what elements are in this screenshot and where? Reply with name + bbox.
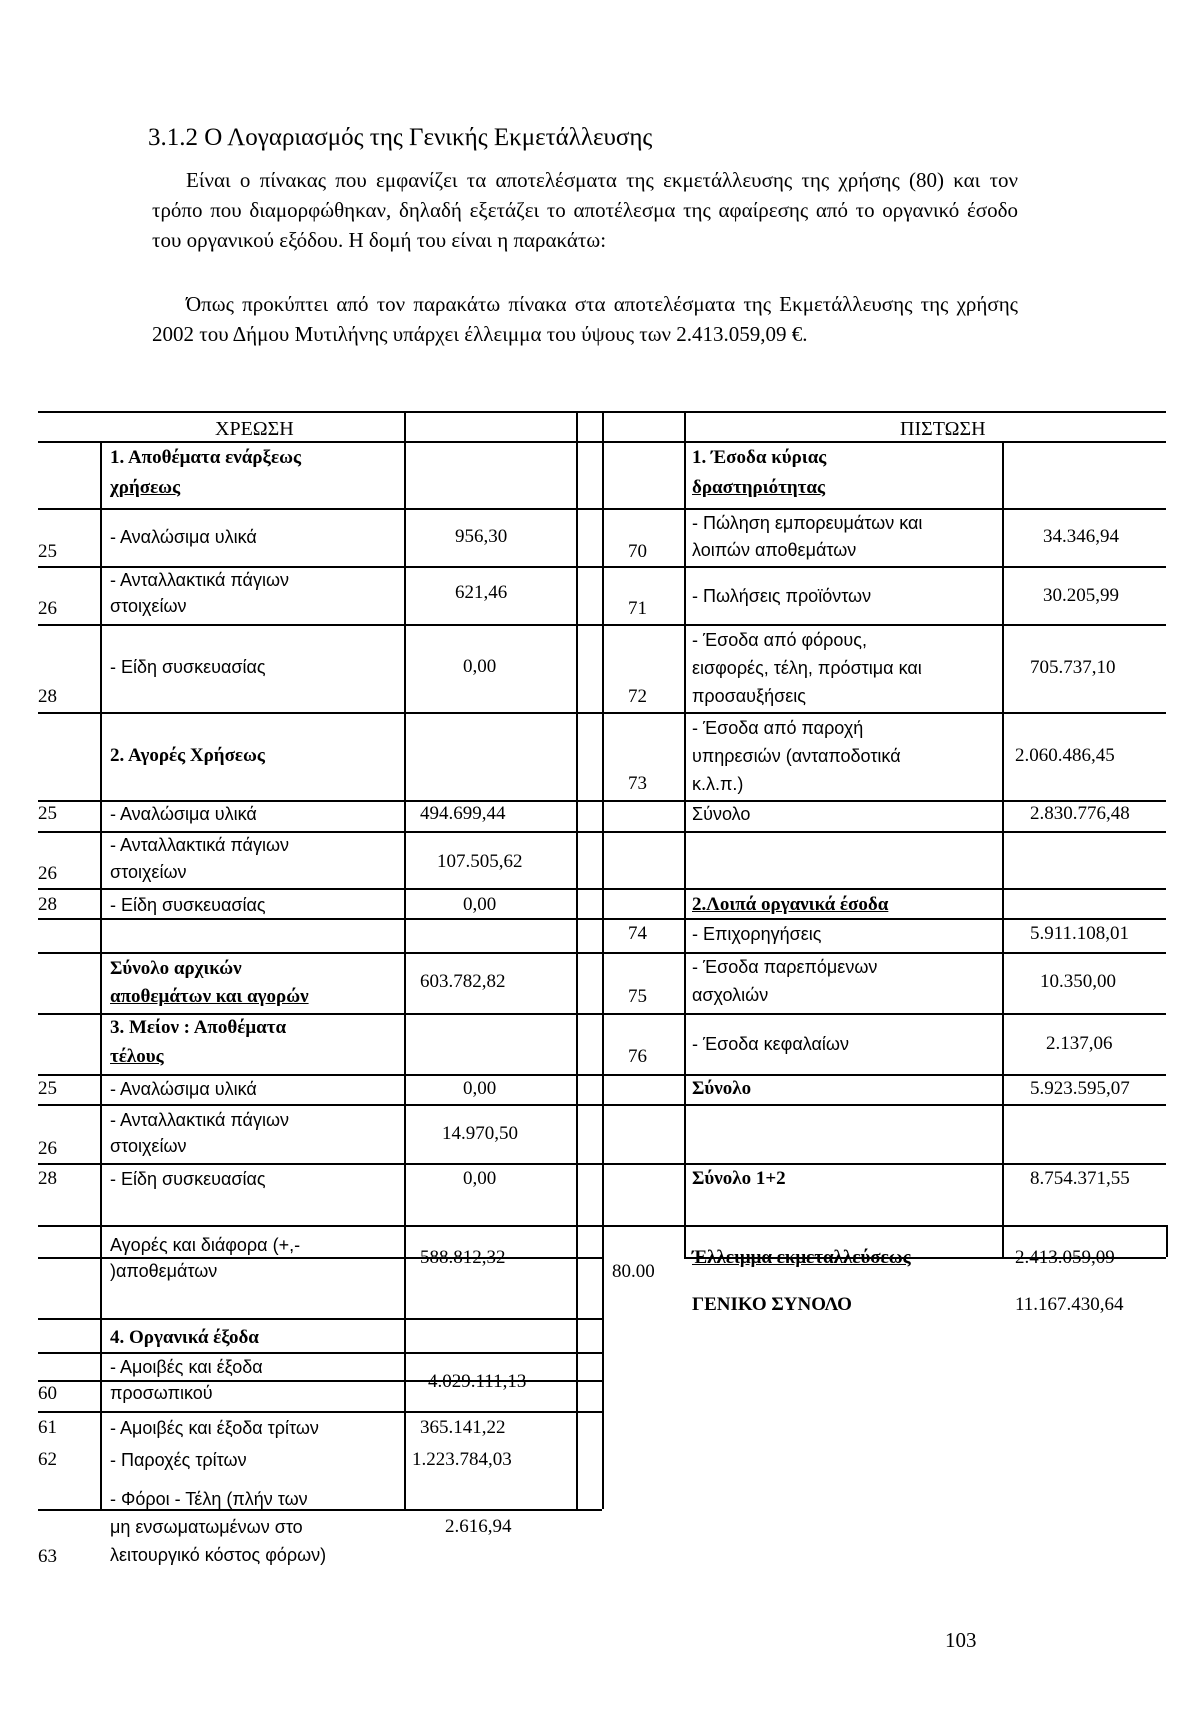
grand-total-label: ΓΕΝΙΚΟ ΣΥΝΟΛΟ: [692, 1294, 852, 1315]
debit-subtotal-label: αποθεμάτων και αγορών: [110, 986, 309, 1007]
account-code: 25: [38, 803, 57, 824]
account-label: στοιχείων: [110, 596, 187, 616]
account-label: εισφορές, τέλη, πρόστιμα και: [692, 658, 922, 678]
account-label: - Αναλώσιμα υλικά: [110, 527, 257, 547]
credit-total-label: Σύνολο 1+2: [692, 1168, 786, 1189]
account-value: 34.346,94: [1043, 526, 1119, 547]
account-value: 705.737,10: [1030, 657, 1116, 678]
table-rule: [38, 1352, 602, 1354]
account-code: 71: [628, 598, 647, 619]
account-code: 26: [38, 863, 57, 884]
account-value: 30.205,99: [1043, 585, 1119, 606]
intro-paragraph: Είναι ο πίνακας που εμφανίζει τα αποτελέσματα της εκμετάλλευσης της χρήσης (80) και τον τρόπο που διαμορφώθηκαν, δηλαδή εξετάζει το αποτέλεσμα της αφαίρεσης από το οργανικό έσοδο του οργανικού εξόδου. Η δομή του είναι η παρακάτω:: [152, 168, 1018, 252]
table-column-line: [1166, 1225, 1168, 1257]
account-label: - Αμοιβές και έξοδα: [110, 1357, 263, 1377]
account-value: 365.141,22: [420, 1417, 506, 1438]
purchases-value: 588.812,32: [420, 1247, 506, 1268]
account-label: - Φόροι - Τέλη (πλήν των: [110, 1489, 308, 1509]
account-label: λοιπών αποθεμάτων: [692, 540, 857, 560]
deficit-label: Έλλειμμα εκμεταλλεύσεως: [692, 1247, 911, 1268]
account-code: 61: [38, 1417, 57, 1438]
account-code: 28: [38, 686, 57, 707]
account-code: 25: [38, 1078, 57, 1099]
table-rule: [38, 1318, 602, 1320]
account-label: - Ανταλλακτικά πάγιων: [110, 570, 289, 590]
account-label: - Πώληση εμπορευμάτων και: [692, 513, 923, 533]
table-column-line: [1002, 441, 1004, 1257]
account-label: - Πωλήσεις προϊόντων: [692, 586, 872, 606]
credit-total-label: Σύνολο: [692, 804, 751, 824]
account-value: 5.911.108,01: [1030, 923, 1130, 944]
credit-header: ΠΙΣΤΩΣΗ: [900, 418, 986, 440]
account-code: 70: [628, 541, 647, 562]
debit-group-title: χρήσεως: [110, 477, 181, 498]
account-label: - Είδη συσκευασίας: [110, 1169, 266, 1189]
debit-subtotal-value: 603.782,82: [420, 971, 506, 992]
account-value: 956,30: [455, 526, 508, 547]
account-value: 0,00: [463, 1078, 497, 1099]
grand-total-value: 11.167.430,64: [1015, 1294, 1124, 1315]
account-code: 25: [38, 541, 57, 562]
account-label: κ.λ.π.): [692, 774, 744, 794]
page-number: 103: [945, 1628, 977, 1652]
account-label: - Έσοδα κεφαλαίων: [692, 1034, 849, 1054]
section-heading: 3.1.2 Ο Λογαριασμός της Γενικής Εκμετάλλευσης: [148, 124, 653, 151]
account-label: - Έσοδα από παροχή: [692, 718, 864, 738]
table-column-line: [404, 411, 406, 1509]
account-label: - Έσοδα παρεπόμενων: [692, 957, 878, 977]
account-label: - Αμοιβές και έξοδα τρίτων: [110, 1418, 319, 1438]
table-column-line: [684, 411, 686, 1257]
credit-total-value: 5.923.595,07: [1030, 1078, 1130, 1099]
account-code: 63: [38, 1546, 57, 1567]
account-value: 621,46: [455, 582, 508, 603]
account-label: - Αναλώσιμα υλικά: [110, 804, 257, 824]
account-code: 74: [628, 923, 647, 944]
credit-total-value: 8.754.371,55: [1030, 1168, 1130, 1189]
account-code: 26: [38, 598, 57, 619]
deficit-paragraph: Όπως προκύπτει από τον παρακάτω πίνακα στα αποτελέσματα της Εκμετάλλευσης της χρήσης 2002 του Δήμου Μυτιλήνης υπάρχει έλλειμμα του ύψους των 2.413.059,09 €.: [152, 292, 1018, 346]
account-value: 0,00: [463, 1168, 497, 1189]
account-label: - Επιχορηγήσεις: [692, 924, 822, 944]
account-label: - Έσοδα από φόρους,: [692, 630, 867, 650]
deficit-value: 2.413.059,09: [1015, 1247, 1115, 1268]
account-code: 26: [38, 1138, 57, 1159]
debit-subtotal-label: Σύνολο αρχικών: [110, 958, 242, 979]
purchases-label: Αγορές και διάφορα (+,-: [110, 1235, 301, 1255]
account-value: 4.029.111,13: [428, 1371, 527, 1392]
account-label: στοιχείων: [110, 862, 187, 882]
account-code: 28: [38, 1168, 57, 1189]
credit-total-value: 2.830.776,48: [1030, 803, 1130, 824]
credit-total-label: Σύνολο: [692, 1078, 752, 1099]
table-column-line: [100, 441, 102, 1509]
account-label: - Ανταλλακτικά πάγιων: [110, 1110, 289, 1130]
credit-group-title: 1. Έσοδα κύριας: [692, 447, 827, 468]
account-value: 1.223.784,03: [412, 1449, 512, 1470]
account-label: - Ανταλλακτικά πάγιων: [110, 835, 289, 855]
account-value: 10.350,00: [1040, 971, 1116, 992]
debit-group-title: 2. Αγορές Χρήσεως: [110, 745, 265, 766]
table-column-line: [576, 411, 578, 1509]
credit-group-title: δραστηριότητας: [692, 477, 825, 498]
account-value: 2.060.486,45: [1015, 745, 1115, 766]
account-label: προσαυξήσεις: [692, 686, 806, 706]
debit-header: ΧΡΕΩΣΗ: [215, 418, 294, 440]
purchases-code: 80.00: [612, 1261, 655, 1282]
account-value: 2.137,06: [1046, 1033, 1113, 1054]
table-column-line: [602, 411, 604, 1509]
account-label: προσωπικού: [110, 1383, 213, 1403]
debit-group-title: 4. Οργανικά έξοδα: [110, 1327, 259, 1348]
account-value: 14.970,50: [442, 1123, 518, 1144]
account-label: - Είδη συσκευασίας: [110, 895, 266, 915]
purchases-label: )αποθεμάτων: [110, 1261, 218, 1281]
account-label: μη ενσωματωμένων στο: [110, 1517, 303, 1537]
account-value: 107.505,62: [437, 851, 523, 872]
account-value: 494.699,44: [420, 803, 506, 824]
account-value: 0,00: [463, 894, 497, 915]
account-label: στοιχείων: [110, 1136, 187, 1156]
account-code: 72: [628, 686, 647, 707]
credit-group-title: 2.Λοιπά οργανικά έσοδα: [692, 894, 889, 915]
debit-group-title: τέλους: [110, 1046, 164, 1067]
account-code: 75: [628, 986, 647, 1007]
account-label: - Είδη συσκευασίας: [110, 657, 266, 677]
account-value: 2.616,94: [445, 1516, 512, 1537]
account-label: ασχολιών: [692, 985, 769, 1005]
account-code: 62: [38, 1449, 57, 1470]
account-code: 28: [38, 894, 57, 915]
account-label: λειτουργικό κόστος φόρων): [110, 1545, 327, 1565]
account-value: 0,00: [463, 656, 497, 677]
debit-group-title: 3. Μείον : Αποθέματα: [110, 1017, 287, 1038]
debit-group-title: 1. Αποθέματα ενάρξεως: [110, 447, 301, 468]
account-code: 76: [628, 1046, 647, 1067]
account-code: 73: [628, 773, 647, 794]
table-rule: [38, 1411, 602, 1413]
account-label: υπηρεσιών (ανταποδοτικά: [692, 746, 901, 766]
account-label: - Παροχές τρίτων: [110, 1450, 247, 1470]
account-label: - Αναλώσιμα υλικά: [110, 1079, 257, 1099]
account-code: 60: [38, 1383, 57, 1404]
